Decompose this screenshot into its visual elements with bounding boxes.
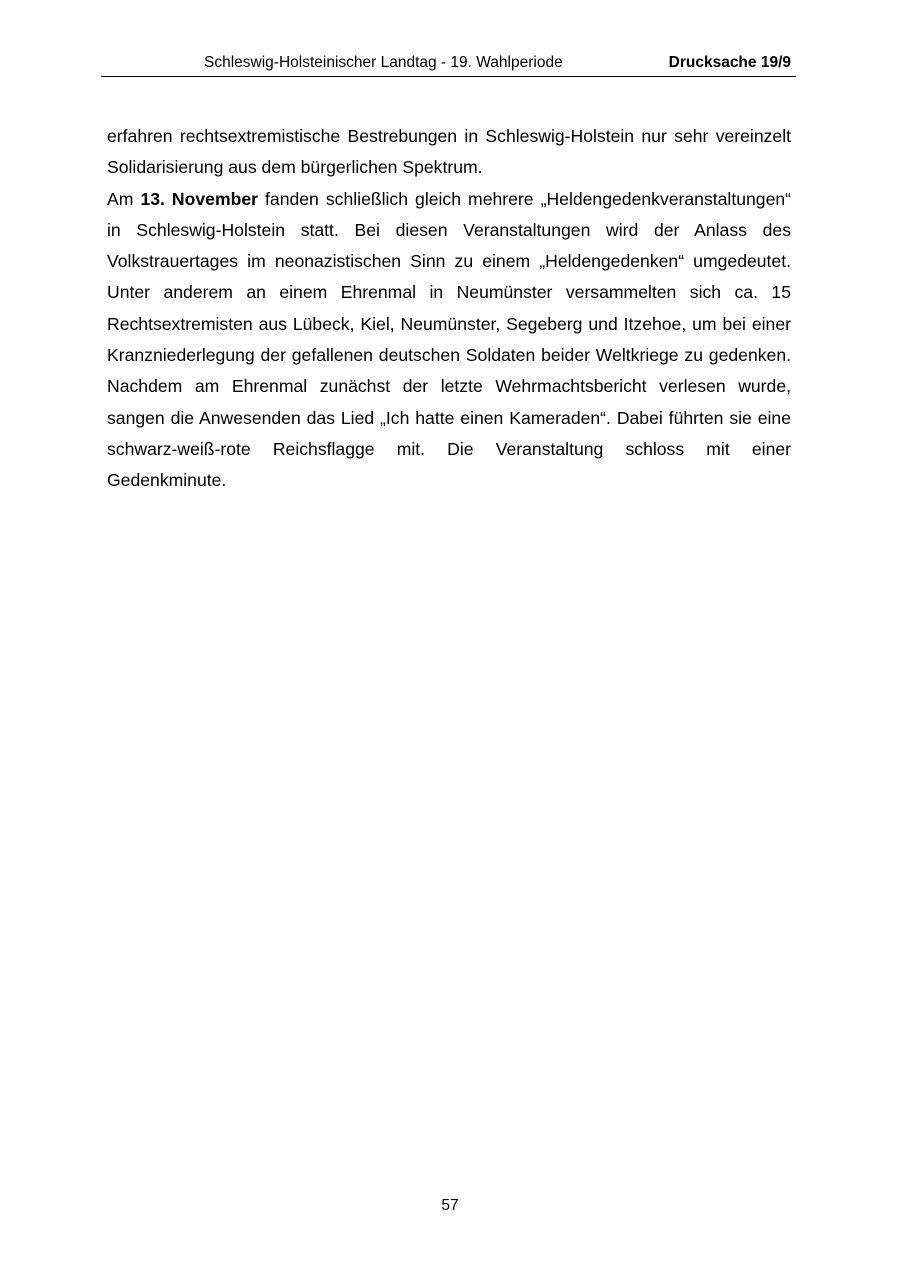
document-number: Drucksache 19/9: [668, 54, 791, 71]
page-header: [101, 50, 796, 77]
paragraph: erfahren rechtsextremistische Bestrebungen in Schleswig-Holstein nur sehr vereinzelt Solidarisierung aus dem bürgerlichen Spektrum.: [107, 126, 791, 178]
paragraph-text: fanden schließlich gleich mehrere „Heldengedenkveranstaltungen“ in Schleswig-Holstein statt. Bei diesen Veranstaltungen wird der Anlass des Volkstrauertages im neonazistischen Sinn zu einem „Heldengedenken“ umgedeutet. Unter anderem an einem Ehrenmal in Neumünster versammelten sich ca. 15 Rechtsextremisten aus Lübeck, Kiel, Neumünster, Segeberg und Itzehoe, um bei einer Kranzniederlegung der gefallenen deutschen Soldaten beider Weltkriege zu gedenken. Nachdem am Ehrenmal zunächst der letzte Wehrmachtsbericht verlesen wurde, sangen die Anwesenden das Lied „Ich hatte einen Kameraden“. Dabei führten sie eine schwarz-weiß-rote Reichsflagge mit. Die Veranstaltung schloss mit einer Gedenkminute.: [107, 188, 791, 491]
page-number: 57: [441, 1197, 459, 1214]
header-title: Schleswig-Holsteinischer Landtag - 19. Wahlperiode: [204, 54, 563, 71]
body-text: [107, 121, 791, 497]
paragraph-prefix: Am: [107, 188, 141, 209]
date-emphasis: 13. November: [140, 188, 258, 209]
paragraph: [107, 184, 791, 497]
